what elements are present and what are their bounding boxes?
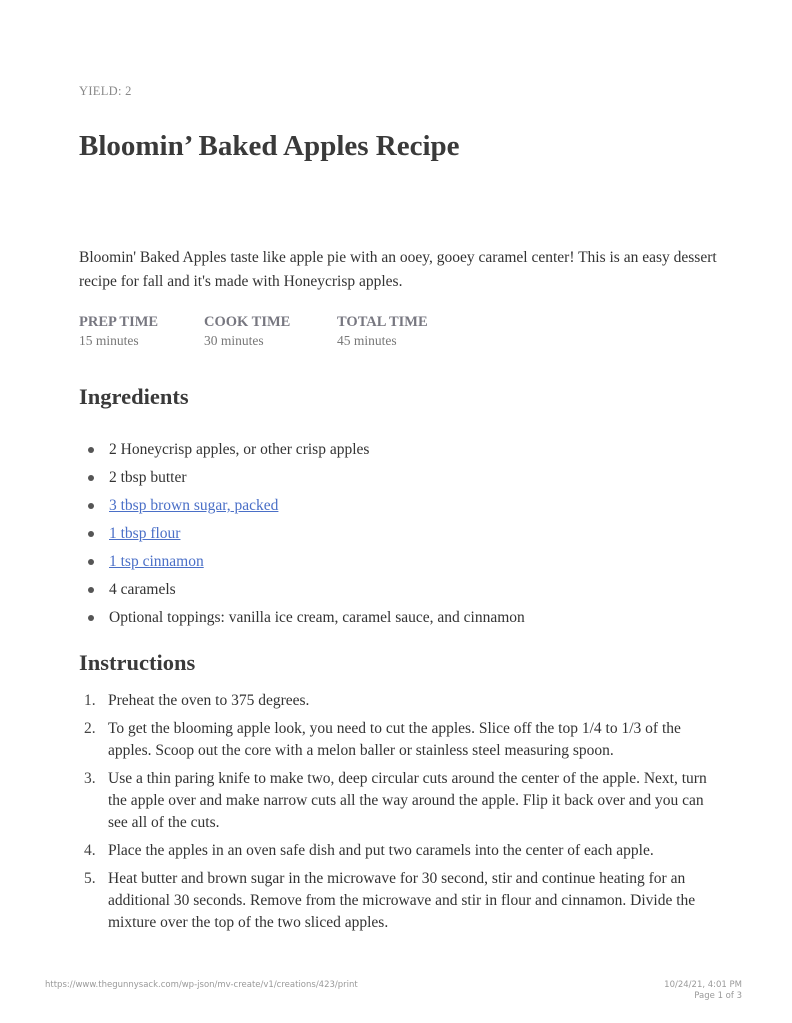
prep-time	[79, 313, 204, 351]
instructions-heading: Instructions	[79, 650, 196, 675]
footer-page-number: Page 1 of 3	[694, 991, 742, 1001]
instruction-step	[84, 868, 724, 934]
ingredient-item	[88, 436, 525, 464]
ingredient-item	[88, 492, 525, 520]
step-number: 3.	[84, 770, 96, 787]
prep-time-label: PREP TIME	[79, 314, 159, 330]
cook-time-value: 30 minutes	[204, 333, 264, 348]
total-time-value: 45 minutes	[337, 333, 397, 348]
step-number: 5.	[84, 870, 96, 887]
ingredients-list	[88, 436, 525, 632]
total-time	[337, 313, 477, 351]
bullet-icon	[88, 531, 94, 537]
instruction-step	[84, 718, 724, 762]
recipe-times	[79, 313, 477, 351]
step-text: Use a thin paring knife to make two, deep circular cuts around the center of the apple. Next, turn the apple over and make narrow cuts all the way around the apple. Flip it back over and you can see all of the cuts.	[108, 770, 707, 831]
instructions-list	[84, 690, 724, 940]
bullet-icon	[88, 447, 94, 453]
recipe-yield: YIELD: 2	[79, 84, 132, 98]
ingredient-text: 2 tbsp butter	[109, 469, 187, 486]
bullet-icon	[88, 503, 94, 509]
step-text: To get the blooming apple look, you need to cut the apples. Slice off the top 1/4 to 1/3 of the apples. Scoop out the core with a melon baller or stainless steel measuring spoon.	[108, 720, 681, 759]
ingredient-item	[88, 520, 525, 548]
recipe-title: Bloomin’ Baked Apples Recipe	[79, 130, 460, 162]
ingredient-item	[88, 464, 525, 492]
ingredient-item	[88, 604, 525, 632]
footer-url: https://www.thegunnysack.com/wp-json/mv-create/v1/creations/423/print	[45, 980, 358, 990]
ingredient-link-flour[interactable]: 1 tbsp flour	[109, 525, 181, 542]
footer-datetime: 10/24/21, 4:01 PM	[664, 980, 742, 990]
bullet-icon	[88, 615, 94, 621]
instruction-step	[84, 840, 724, 862]
cook-time	[204, 313, 337, 351]
footer-meta	[664, 980, 742, 1002]
cook-time-label: COOK TIME	[204, 314, 291, 330]
ingredient-text: Optional toppings: vanilla ice cream, caramel sauce, and cinnamon	[109, 609, 525, 626]
step-number: 2.	[84, 720, 96, 737]
instruction-step	[84, 690, 724, 712]
instruction-step	[84, 768, 724, 834]
step-number: 4.	[84, 842, 96, 859]
bullet-icon	[88, 475, 94, 481]
ingredient-link-cinnamon[interactable]: 1 tsp cinnamon	[109, 553, 204, 570]
prep-time-value: 15 minutes	[79, 333, 139, 348]
step-text: Place the apples in an oven safe dish and put two caramels into the center of each apple.	[108, 842, 654, 859]
ingredient-item	[88, 576, 525, 604]
recipe-summary: Bloomin' Baked Apples taste like apple pie with an ooey, gooey caramel center! This is an easy dessert recipe for fall and it's made with Honeycrisp apples.	[79, 249, 717, 290]
step-text: Preheat the oven to 375 degrees.	[108, 692, 310, 709]
bullet-icon	[88, 587, 94, 593]
ingredients-heading: Ingredients	[79, 384, 189, 409]
step-number: 1.	[84, 692, 96, 709]
ingredient-text: 2 Honeycrisp apples, or other crisp apples	[109, 441, 370, 458]
ingredient-text: 4 caramels	[109, 581, 176, 598]
step-text: Heat butter and brown sugar in the microwave for 30 second, stir and continue heating for an additional 30 seconds. Remove from the microwave and stir in flour and cinnamon. Divide the mixture over the top of the two sliced apples.	[108, 870, 696, 931]
bullet-icon	[88, 559, 94, 565]
ingredient-link-brown-sugar[interactable]: 3 tbsp brown sugar, packed	[109, 497, 279, 514]
total-time-label: TOTAL TIME	[337, 314, 428, 330]
ingredient-item	[88, 548, 525, 576]
